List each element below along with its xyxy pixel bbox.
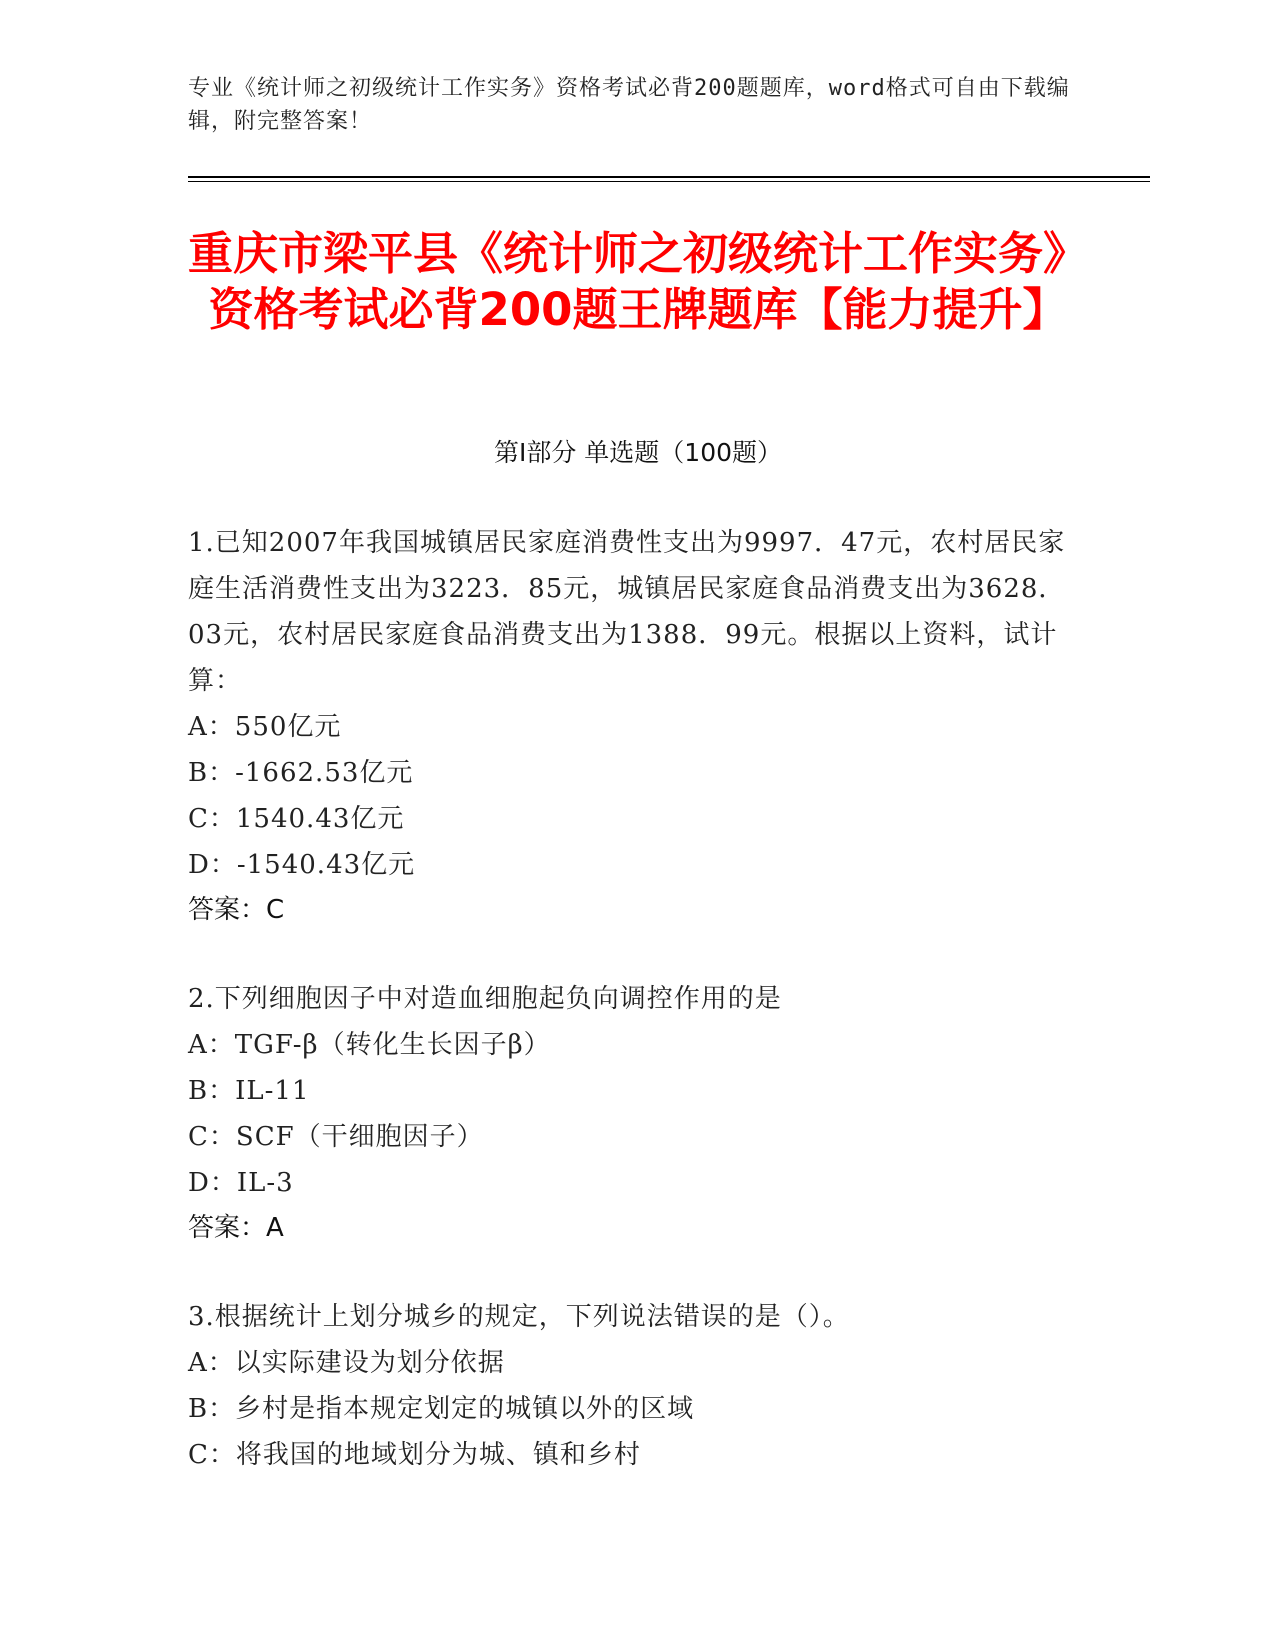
question-text: 2.下列细胞因子中对造血细胞起负向调控作用的是 <box>188 984 782 1014</box>
question-2 <box>188 976 1088 1250</box>
option-c: C：将我国的地域划分为城、镇和乡村 <box>188 1440 641 1470</box>
question-3 <box>188 1294 1088 1478</box>
option-a: A：TGF-β（转化生长因子β） <box>188 1030 551 1060</box>
section-heading: 第Ⅰ部分 单选题（100题） <box>493 438 783 467</box>
option-b: B：IL-11 <box>188 1076 310 1106</box>
question-text: 1.已知2007年我国城镇居民家庭消费性支出为9997．47元，农村居民家庭生活消费性支出为3223．85元，城镇居民家庭食品消费支出为3628．03元，农村居民家庭食品消费支出为1388．99元。根据以上资料，试计算： <box>188 528 1066 696</box>
option-a: A：以实际建设为划分依据 <box>188 1348 505 1378</box>
option-a: A：550亿元 <box>188 712 342 742</box>
option-c: C：SCF（干细胞因子） <box>188 1122 484 1152</box>
document-title: 重庆市梁平县《统计师之初级统计工作实务》资格考试必背200题王牌题库【能力提升】 <box>188 227 1089 336</box>
question-1 <box>188 520 1088 932</box>
option-d: D：IL-3 <box>188 1168 294 1198</box>
answer: 答案：A <box>188 1213 284 1243</box>
option-d: D：-1540.43亿元 <box>188 850 416 880</box>
header-divider-thin <box>188 181 1150 182</box>
option-b: B：-1662.53亿元 <box>188 758 414 788</box>
header-divider <box>188 176 1150 178</box>
answer: 答案：C <box>188 895 285 925</box>
header-note: 专业《统计师之初级统计工作实务》资格考试必背200题题库，word格式可自由下载编辑，附完整答案！ <box>188 76 1070 134</box>
question-text: 3.根据统计上划分城乡的规定，下列说法错误的是（）。 <box>188 1302 850 1332</box>
question-list <box>188 520 1088 1522</box>
option-b: B：乡村是指本规定划定的城镇以外的区域 <box>188 1394 695 1424</box>
option-c: C：1540.43亿元 <box>188 804 405 834</box>
